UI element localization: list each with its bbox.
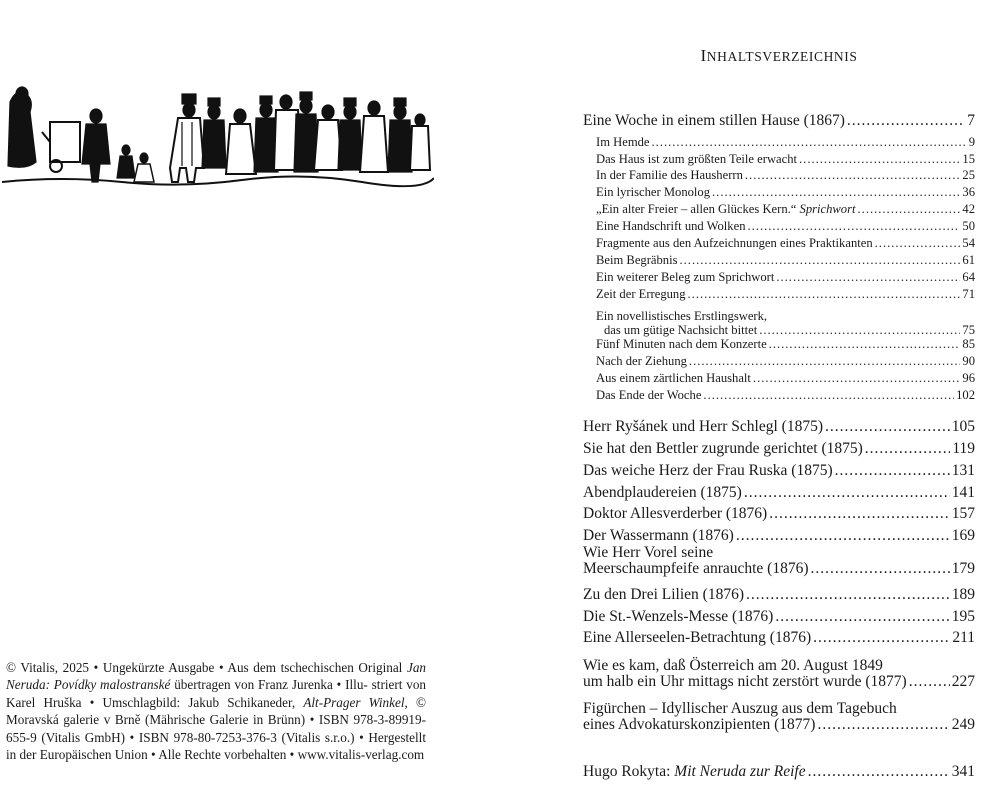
toc-entry-title: Aus einem zärtlichen Haushalt [596,371,751,385]
leader-dots [753,371,960,386]
toc-entry-title: Zeit der Erregung [596,287,686,301]
toc-entry-title: Doktor Allesverderber (1876) [583,505,768,522]
toc-entry[interactable] [596,253,975,268]
page-number: 141 [951,484,975,501]
toc-entry[interactable] [583,608,975,626]
toc-entry-title: Ein weiterer Beleg zum Sprichwort [596,270,775,284]
page-number: 90 [962,354,975,368]
leader-dots [703,388,954,403]
toc-entry[interactable] [596,168,975,183]
leader-dots [835,462,950,480]
toc-entry-title: In der Familie des Hausherrn [596,168,743,182]
page-number: 96 [962,371,975,385]
toc-entry-title-line1: Wie Herr Vorel seine [583,544,714,561]
page-number: 7 [967,112,975,129]
toc-entry-title: Sie hat den Bettler zugrunde gerichtet (1875) [583,440,863,457]
toc-entry-title: Abendplaudereien (1875) [583,484,742,501]
page-number: 42 [962,202,975,216]
leader-dots [813,629,950,647]
toc-entry-title: Nach der Ziehung [596,354,687,368]
toc-entry[interactable] [583,418,975,436]
toc-entry-title: das um gütige Nachsicht bittet [604,322,758,337]
page-number: 211 [952,629,975,646]
leader-dots [689,354,960,369]
leader-dots [745,168,961,183]
leader-dots [769,505,950,523]
page-number: 25 [962,168,975,182]
page-number: 169 [951,527,975,544]
page-number: 189 [951,586,975,603]
leader-dots [680,253,961,268]
toc-entry-title: Hugo Rokyta: Mit Neruda zur Reife [583,763,806,780]
toc-entry[interactable] [583,560,975,578]
leader-dots [775,608,949,626]
leader-dots [688,287,961,302]
leader-dots [759,323,960,338]
crowd-illustration [2,42,434,190]
leader-dots [746,586,950,604]
toc-entry-title: eines Advokaturskonzipienten (1877) [583,716,816,733]
toc-entry[interactable] [596,388,975,403]
toc-entry-title: Die St.-Wenzels-Messe (1876) [583,608,774,625]
toc-entry[interactable] [596,152,975,167]
toc-entry-title: Das Haus ist zum größten Teile erwacht [596,152,798,166]
toc-entry-title-line1: Figürchen – Idyllischer Auszug aus dem Tagebuch [583,700,897,717]
toc-entry[interactable] [596,371,975,386]
toc-entry-title: Meerschaumpfeife anrauchte (1876) [583,560,809,577]
toc-entry[interactable] [596,323,975,338]
toc-entry[interactable] [583,716,975,734]
leader-dots [744,484,950,502]
toc-title: INHALTSVERZEICHNIS [700,46,858,65]
colophon-line: übertragen von Franz Jurenka • Illu- [170,677,368,693]
page-number: 64 [962,270,975,284]
leader-dots [909,673,950,691]
toc-entry[interactable] [583,629,975,647]
toc-entry[interactable] [596,236,975,251]
toc-entry[interactable] [583,440,975,458]
colophon [6,659,426,763]
cover-title: Alt-Prager Winkel [303,694,405,710]
toc-entry[interactable] [596,270,975,285]
page-number: 179 [951,560,975,577]
toc-entry[interactable] [583,673,975,691]
toc-entry-title: Der Wassermann (1876) [583,527,734,544]
leader-dots [736,527,950,545]
page-number: 9 [968,135,975,149]
toc-entry-title: Im Hemde [596,135,650,149]
toc-entry-title: Das Ende der Woche [596,388,702,402]
page-number: 105 [951,418,975,435]
colophon-line: © Vitalis, 2025 • Ungekürzte Ausgabe • Aus dem tschechischen Original [6,660,403,675]
page-number: 75 [962,322,975,337]
toc-entry-title: Fünf Minuten nach dem Konzerte [596,337,767,351]
toc-entry[interactable] [583,527,975,545]
leader-dots [865,440,951,458]
page-number: 54 [962,236,975,250]
toc-entry-title: Zu den Drei Lilien (1876) [583,586,744,603]
leader-dots [748,219,961,234]
page-number: 85 [962,337,975,351]
toc-entry[interactable] [596,287,975,302]
colophon-line: striert von Karel Hruška • Umschlagbild: Jakub Schikaneder, [6,677,427,710]
page-number: 15 [962,152,975,166]
toc-entry-title-line1: Ein novellistisches Erstlingswerk, [596,309,768,323]
leader-dots [799,152,960,167]
leader-dots [776,270,960,285]
toc-entry[interactable] [583,586,975,604]
toc-entry[interactable] [596,135,975,150]
leader-dots [825,418,950,436]
page-number: 131 [951,462,975,479]
leader-dots [652,135,967,150]
leader-dots [811,560,950,578]
toc-entry[interactable] [596,202,975,217]
toc-entry[interactable] [583,112,975,130]
toc-entry-title: Das weiche Herz der Frau Ruska (1875) [583,462,833,479]
toc-entry[interactable] [583,763,975,781]
leader-dots [817,716,949,734]
leader-dots [858,202,961,217]
toc-entry-title: „Ein alter Freier – allen Glückes Kern.“ Sprichwort [596,202,856,216]
toc-entry[interactable] [596,185,975,200]
toc-entry[interactable] [596,354,975,369]
toc-entry[interactable] [596,219,975,234]
page-number: 249 [951,716,975,733]
page-number: 341 [951,763,975,780]
leader-dots [712,185,960,200]
leader-dots [808,763,950,781]
toc-entry-title: Fragmente aus den Aufzeichnungen eines Praktikanten [596,236,873,250]
colophon-line: , © Moravská galerie v Brně (Mährische Galerie in Brünn) • ISBN 978-3-89919-655-9 (Vitalis GmbH) • ISBN 978-80-7253-376-3 (Vitalis s.r.o.) • Hergestellt in der Europäischen Union • Alle Rechte vorbehalten • www.vitalis-verlag.com [6,694,426,763]
toc-entry[interactable] [596,337,975,352]
toc-entry-title: Eine Handschrift und Wolken [596,219,746,233]
toc-entry[interactable] [583,484,975,502]
page-number: 227 [951,673,975,690]
original-title: Jan Neruda: Povídky malostranské [6,660,427,693]
toc-entry[interactable] [583,462,975,480]
page-number: 195 [951,608,975,625]
toc-entry-title: Eine Allerseelen-Betrachtung (1876) [583,629,812,646]
page-number: 71 [962,287,975,301]
toc-entry-title: Herr Ryšánek und Herr Schlegl (1875) [583,418,823,435]
leader-dots [847,112,965,130]
page-number: 102 [956,388,975,402]
toc-entry-title: um halb ein Uhr mittags nicht zerstört wurde (1877) [583,673,907,690]
page-number: 61 [962,253,975,267]
leader-dots [769,337,961,352]
toc-entry-title: Eine Woche in einem stillen Hause (1867) [583,112,845,129]
page-number: 50 [962,219,975,233]
toc-entry-title-line1: Wie es kam, daß Österreich am 20. August 1849 [583,657,883,674]
toc-entry-title: Ein lyrischer Monolog [596,185,711,199]
page-number: 157 [951,505,975,522]
page-number: 36 [962,185,975,199]
toc-entry-title: Beim Begräbnis [596,253,678,267]
page-number: 119 [952,440,975,457]
leader-dots [875,236,961,251]
toc-entry[interactable] [583,505,975,523]
